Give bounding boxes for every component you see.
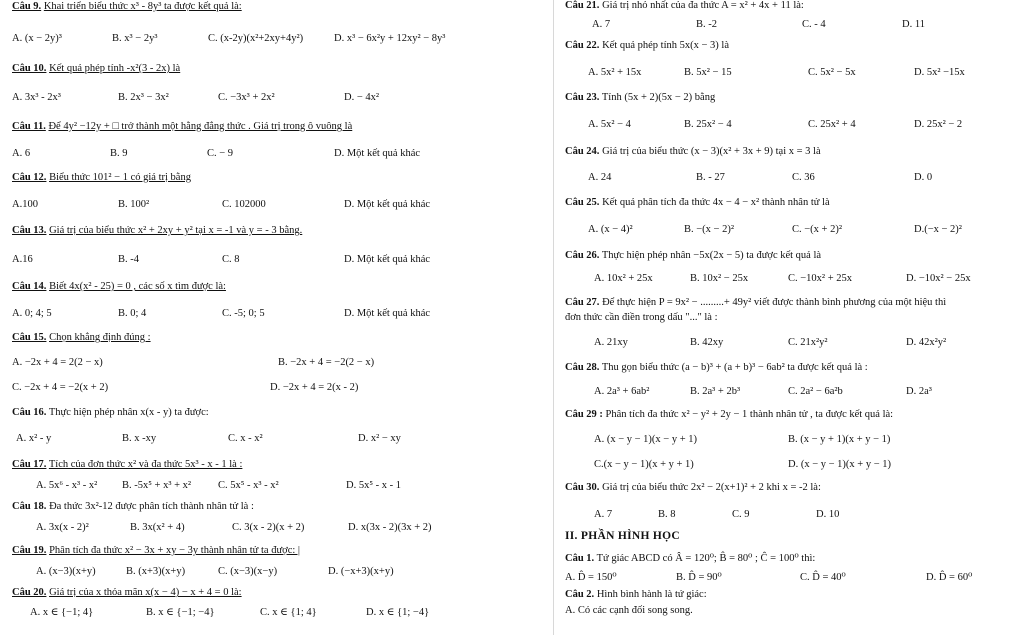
question-number: Câu 30. — [565, 482, 600, 493]
answer-option: D. x(3x - 2)(3x + 2) — [348, 522, 432, 533]
question-number: Câu 20. — [12, 587, 47, 598]
question-number: Câu 25. — [565, 197, 600, 208]
answer-option: A. 3x(x - 2)² — [36, 522, 89, 533]
question-stem — [12, 501, 254, 513]
question-number: Câu 13. — [12, 225, 47, 236]
answer-option: A. 3x³ - 2x³ — [12, 92, 61, 103]
question-number: Câu 19. — [12, 545, 47, 556]
question-stem — [565, 553, 815, 565]
answer-option: A. (x − 2y)³ — [12, 33, 62, 44]
question-stem — [565, 40, 729, 52]
answer-option: A. 24 — [588, 172, 612, 183]
question-text: Kết quả phép tính -x²(3 - 2x) là — [49, 63, 181, 74]
answer-option: C. -5; 0; 5 — [222, 308, 265, 319]
answer-option: C. −2x + 4 = −2(x + 2) — [12, 382, 109, 393]
question-text: Giá trị của biểu thức (x − 3)(x² + 3x + 9) tại x = 3 là — [602, 146, 821, 157]
answer-option: B. (x − y + 1)(x + y − 1) — [788, 434, 891, 445]
right-column — [556, 0, 1024, 635]
answer-option: C. 5x² − 5x — [808, 67, 856, 78]
answer-option: A. 5x⁶ - x³ - x² — [36, 480, 98, 491]
answer-option: D. Một kết quả khác — [344, 308, 431, 319]
answer-option: C. 5x⁵ - x³ - x² — [218, 480, 279, 491]
answer-option: A. Có các cạnh đối song song. — [565, 605, 693, 616]
answer-option: D. Một kết quả khác — [344, 199, 431, 210]
answer-option: C. (x-2y)(x²+2xy+4y²) — [208, 33, 304, 44]
answer-option: B. −2x + 4 = −2(2 − x) — [278, 357, 375, 368]
answer-option: C. 9 — [732, 509, 750, 520]
answer-option: C. − 9 — [207, 148, 234, 159]
question-text: Phân tích đa thức x² − 3x + xy − 3y thành nhân tử ta được: | — [49, 545, 300, 556]
answer-option: B. D̂ = 90⁰ — [676, 572, 722, 583]
answer-option: D. x³ − 6x²y + 12xy² − 8y³ — [334, 33, 446, 44]
answer-option: C.(x − y − 1)(x + y + 1) — [594, 459, 694, 470]
question-text: Khai triển biểu thức x³ - 8y³ ta được kết quả là: — [43, 1, 242, 12]
question-text: Tứ giác ABCD có Â = 120⁰; B̂ = 80⁰ ; Ĉ = 100⁰ thì: — [596, 553, 816, 564]
answer-option: C. 21x²y² — [788, 337, 828, 348]
question-stem — [12, 281, 226, 293]
answer-option: B. 10x² − 25x — [690, 273, 749, 284]
question-stem — [12, 332, 151, 344]
question-number: Câu 1. — [565, 553, 595, 564]
question-text: Biết 4x(x² - 25) = 0 , các số x tìm được là: — [49, 281, 226, 292]
answer-option: C. D̂ = 40⁰ — [800, 572, 846, 583]
answer-option: A. 5x² + 15x — [588, 67, 642, 78]
answer-option: D. −10x² − 25x — [906, 273, 971, 284]
answer-option: B. 25x² − 4 — [684, 119, 732, 130]
answer-option: C. - 4 — [802, 19, 826, 30]
answer-option: D. x ∈ {1; −4} — [366, 607, 430, 618]
question-stem — [565, 0, 804, 12]
answer-option: A. x ∈ {−1; 4} — [30, 607, 94, 618]
answer-option: C. 8 — [222, 254, 240, 265]
answer-option: B. (x+3)(x+y) — [126, 566, 186, 577]
answer-option: D. D̂ = 60⁰ — [926, 572, 973, 583]
answer-option: B. - 27 — [696, 172, 725, 183]
answer-option: B. 2a³ + 2b³ — [690, 386, 741, 397]
question-number: Câu 26. — [565, 250, 600, 261]
question-number: Câu 22. — [565, 40, 600, 51]
answer-option: D. − 4x² — [344, 92, 380, 103]
answer-option: A. 2a³ + 6ab² — [594, 386, 650, 397]
question-number: Câu 16. — [12, 407, 47, 418]
question-text: Tính (5x + 2)(5x − 2) bằng — [601, 92, 716, 103]
answer-option: A. 7 — [594, 509, 613, 520]
answer-option: A.16 — [12, 254, 33, 265]
question-text: Tích của đơn thức x² và đa thức 5x³ - x - 1 là : — [48, 459, 243, 470]
answer-option: D. x² − xy — [358, 433, 401, 444]
answer-option: A. −2x + 4 = 2(2 − x) — [12, 357, 103, 368]
answer-option: D. (x − y − 1)(x + y − 1) — [788, 459, 892, 470]
answer-option: B. 2x³ − 3x² — [118, 92, 169, 103]
question-text: Để 4y² −12y + □ trở thành một hằng đẳng thức . Giá trị trong ô vuông là — [48, 121, 353, 132]
question-stem — [565, 297, 946, 309]
question-text: Chọn khẳng định đúng : — [49, 332, 151, 343]
answer-option: B. 0; 4 — [118, 308, 147, 319]
answer-option: D. 25x² − 2 — [914, 119, 963, 130]
answer-option: B. x -xy — [122, 433, 157, 444]
answer-option: A. 0; 4; 5 — [12, 308, 52, 319]
question-number: Câu 21. — [565, 0, 600, 11]
question-text: Biểu thức 101² − 1 có giá trị bằng — [49, 172, 191, 183]
question-text: Thu gọn biểu thức (a − b)³ + (a + b)³ − 6ab² ta được kết quả là : — [601, 362, 868, 373]
question-number: Câu 10. — [12, 63, 47, 74]
answer-option: B. -5x⁵ + x³ + x² — [122, 480, 192, 491]
answer-option: B. -2 — [696, 19, 717, 30]
answer-option: A. D̂ = 150⁰ — [565, 572, 617, 583]
answer-option: C. 3(x - 2)(x + 2) — [232, 522, 305, 533]
answer-option: D.(−x − 2)² — [914, 224, 962, 235]
answer-option: B. 3x(x² + 4) — [130, 522, 185, 533]
question-number: Câu 29 : — [565, 409, 603, 420]
question-number: Câu 23. — [565, 92, 600, 103]
question-stem — [565, 197, 830, 209]
question-text: Phân tích đa thức x² − y² + 2y − 1 thành nhân tử , ta được kết quả là: — [605, 409, 894, 420]
question-text: Giá trị của biểu thức 2x² − 2(x+1)² + 2 khi x = -2 là: — [602, 482, 821, 493]
question-text: II. PHẦN HÌNH HỌC — [565, 530, 680, 542]
answer-option: B. x ∈ {−1; −4} — [146, 607, 215, 618]
answer-option: B. 100² — [118, 199, 150, 210]
question-stem — [565, 409, 893, 421]
answer-option: A. 21xy — [594, 337, 628, 348]
question-stem — [12, 1, 242, 13]
question-number: Câu 12. — [12, 172, 47, 183]
question-stem — [12, 63, 180, 75]
question-number: Câu 2. — [565, 589, 595, 600]
question-text: Kết quả phân tích đa thức 4x − 4 − x² thành nhân tử là — [602, 197, 830, 208]
answer-option: D. 0 — [914, 172, 933, 183]
answer-option: đơn thức cần điền trong dấu "..." là : — [565, 312, 718, 323]
question-stem — [565, 146, 821, 158]
question-number: Câu 17. — [12, 459, 47, 470]
answer-option: D. 5x² −15x — [914, 67, 965, 78]
question-text: Giá trị nhỏ nhất của đa thức A = x² + 4x + 11 là: — [602, 0, 804, 11]
answer-option: B. -4 — [118, 254, 139, 265]
answer-option: C. 25x² + 4 — [808, 119, 856, 130]
question-text: Hình bình hành là tứ giác: — [596, 589, 707, 600]
answer-option: B. −(x − 2)² — [684, 224, 734, 235]
question-text: Giá trị của x thỏa mãn x(x − 4) − x + 4 = 0 là: — [49, 587, 242, 598]
answer-option: A. 10x² + 25x — [594, 273, 653, 284]
answer-option: C. x - x² — [228, 433, 263, 444]
question-stem — [565, 589, 707, 601]
answer-option: D. 10 — [816, 509, 840, 520]
section-heading — [565, 530, 680, 542]
question-number: Câu 28. — [565, 362, 600, 373]
question-stem — [565, 362, 868, 374]
answer-option: C. −3x³ + 2x² — [218, 92, 275, 103]
question-stem — [12, 587, 242, 599]
question-stem — [12, 407, 209, 419]
question-text: Thực hiện phép nhân −5x(2x − 5) ta được kết quả là — [601, 250, 822, 261]
answer-option: D. Một kết quả khác — [334, 148, 421, 159]
question-number: Câu 24. — [565, 146, 600, 157]
question-number: Câu 14. — [12, 281, 47, 292]
question-text: Thực hiện phép nhân x(x - y) ta được: — [48, 407, 209, 418]
answer-option: D. (−x+3)(x+y) — [328, 566, 394, 577]
answer-option: B. 9 — [110, 148, 128, 159]
answer-option: A. (x−3)(x+y) — [36, 566, 96, 577]
question-stem — [12, 225, 302, 237]
answer-option: D. 42x²y² — [906, 337, 947, 348]
answer-option: B. 5x² − 15 — [684, 67, 732, 78]
question-number: Câu 15. — [12, 332, 47, 343]
answer-option: A. 5x² − 4 — [588, 119, 631, 130]
question-number: Câu 18. — [12, 501, 47, 512]
question-stem — [12, 545, 300, 557]
answer-option: C. −10x² + 25x — [788, 273, 852, 284]
answer-option: C. 2a² − 6a²b — [788, 386, 843, 397]
question-number: Câu 9. — [12, 1, 42, 12]
answer-option: A. 7 — [592, 19, 611, 30]
question-stem — [565, 250, 821, 262]
question-stem — [565, 482, 821, 494]
answer-option: D. 11 — [902, 19, 925, 30]
answer-option: C. 36 — [792, 172, 815, 183]
question-text: Kết quả phép tính 5x(x − 3) là — [602, 40, 729, 51]
answer-option: B. 42xy — [690, 337, 724, 348]
answer-option: C. x ∈ {1; 4} — [260, 607, 317, 618]
answer-option: C. (x−3)(x−y) — [218, 566, 278, 577]
answer-option: C. −(x + 2)² — [792, 224, 842, 235]
answer-option: B. 8 — [658, 509, 676, 520]
answer-option: A. (x − y − 1)(x − y + 1) — [594, 434, 698, 445]
question-text: Giá trị của biểu thức x² + 2xy + y² tại x = -1 và y = - 3 bằng. — [49, 225, 303, 236]
question-stem — [12, 121, 352, 133]
question-stem — [12, 459, 242, 471]
answer-option: C. 102000 — [222, 199, 266, 210]
answer-option: B. x³ − 2y³ — [112, 33, 158, 44]
question-text: Đa thức 3x²-12 được phân tích thành nhân tử là : — [49, 501, 254, 512]
answer-option: A. 6 — [12, 148, 31, 159]
answer-option: D. 2a³ — [906, 386, 932, 397]
answer-option: D. 5x⁵ - x - 1 — [346, 480, 401, 491]
answer-option: A. x² - y — [16, 433, 52, 444]
answer-option: A.100 — [12, 199, 38, 210]
column-divider — [553, 0, 554, 635]
question-number: Câu 27. — [565, 297, 600, 308]
answer-option: A. (x − 4)² — [588, 224, 633, 235]
question-stem — [565, 92, 715, 104]
question-stem — [12, 172, 191, 184]
answer-option: D. Một kết quả khác — [344, 254, 431, 265]
question-number: Câu 11. — [12, 121, 46, 132]
question-text: Để thực hiện P = 9x² − .........+ 49y² viết được thành bình phương của một hiệu thì — [602, 297, 947, 308]
answer-option: D. −2x + 4 = 2(x - 2) — [270, 382, 359, 393]
